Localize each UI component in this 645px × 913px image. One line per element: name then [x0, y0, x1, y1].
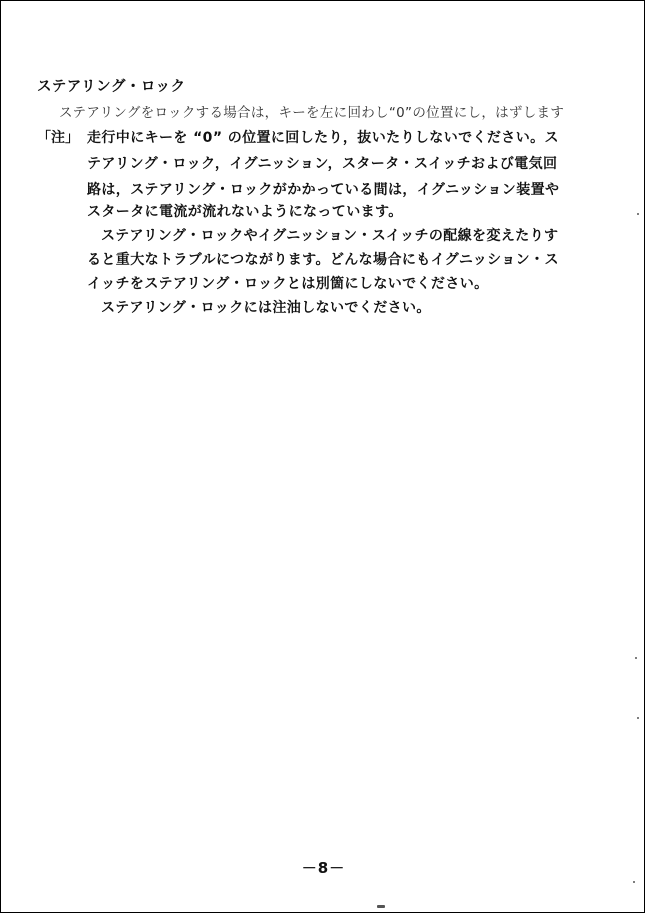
note-line-2: テアリング・ロック，イグニッション，スタータ・スイッチおよび電気回 — [87, 156, 558, 172]
note-label: 「注」 — [37, 130, 79, 146]
scan-speck — [377, 905, 385, 908]
note-line-4: スタータに電流が流れないようになっています。 — [87, 204, 403, 220]
scan-speck — [637, 213, 639, 215]
section-heading: ステアリング・ロック — [37, 79, 186, 95]
scan-speck — [637, 717, 639, 719]
note-line-1: 走行中にキーを “0” の位置に回したり，抜いたりしないでください。ス — [87, 130, 559, 146]
page-number: －8－ — [301, 859, 346, 877]
note-line-7: イッチをステアリング・ロックとは別箇にしないでください。 — [87, 276, 489, 292]
note-line-3: 路は，ステアリング・ロックがかかっている間は，イグニッション装置や — [87, 182, 560, 198]
note-line-5: ステアリング・ロックやイグニッション・スイッチの配線を変えたりす — [101, 228, 559, 244]
scan-speck — [633, 881, 635, 883]
note-line-8: ステアリング・ロックには注油しないでください。 — [101, 300, 431, 316]
scan-speck — [635, 657, 637, 659]
note-line-6: ると重大なトラブルにつながります。どんな場合にもイグニッション・ス — [87, 252, 559, 268]
intro-text: ステアリングをロックする場合は，キーを左に回わし“0”の位置にし，はずします — [59, 105, 565, 121]
